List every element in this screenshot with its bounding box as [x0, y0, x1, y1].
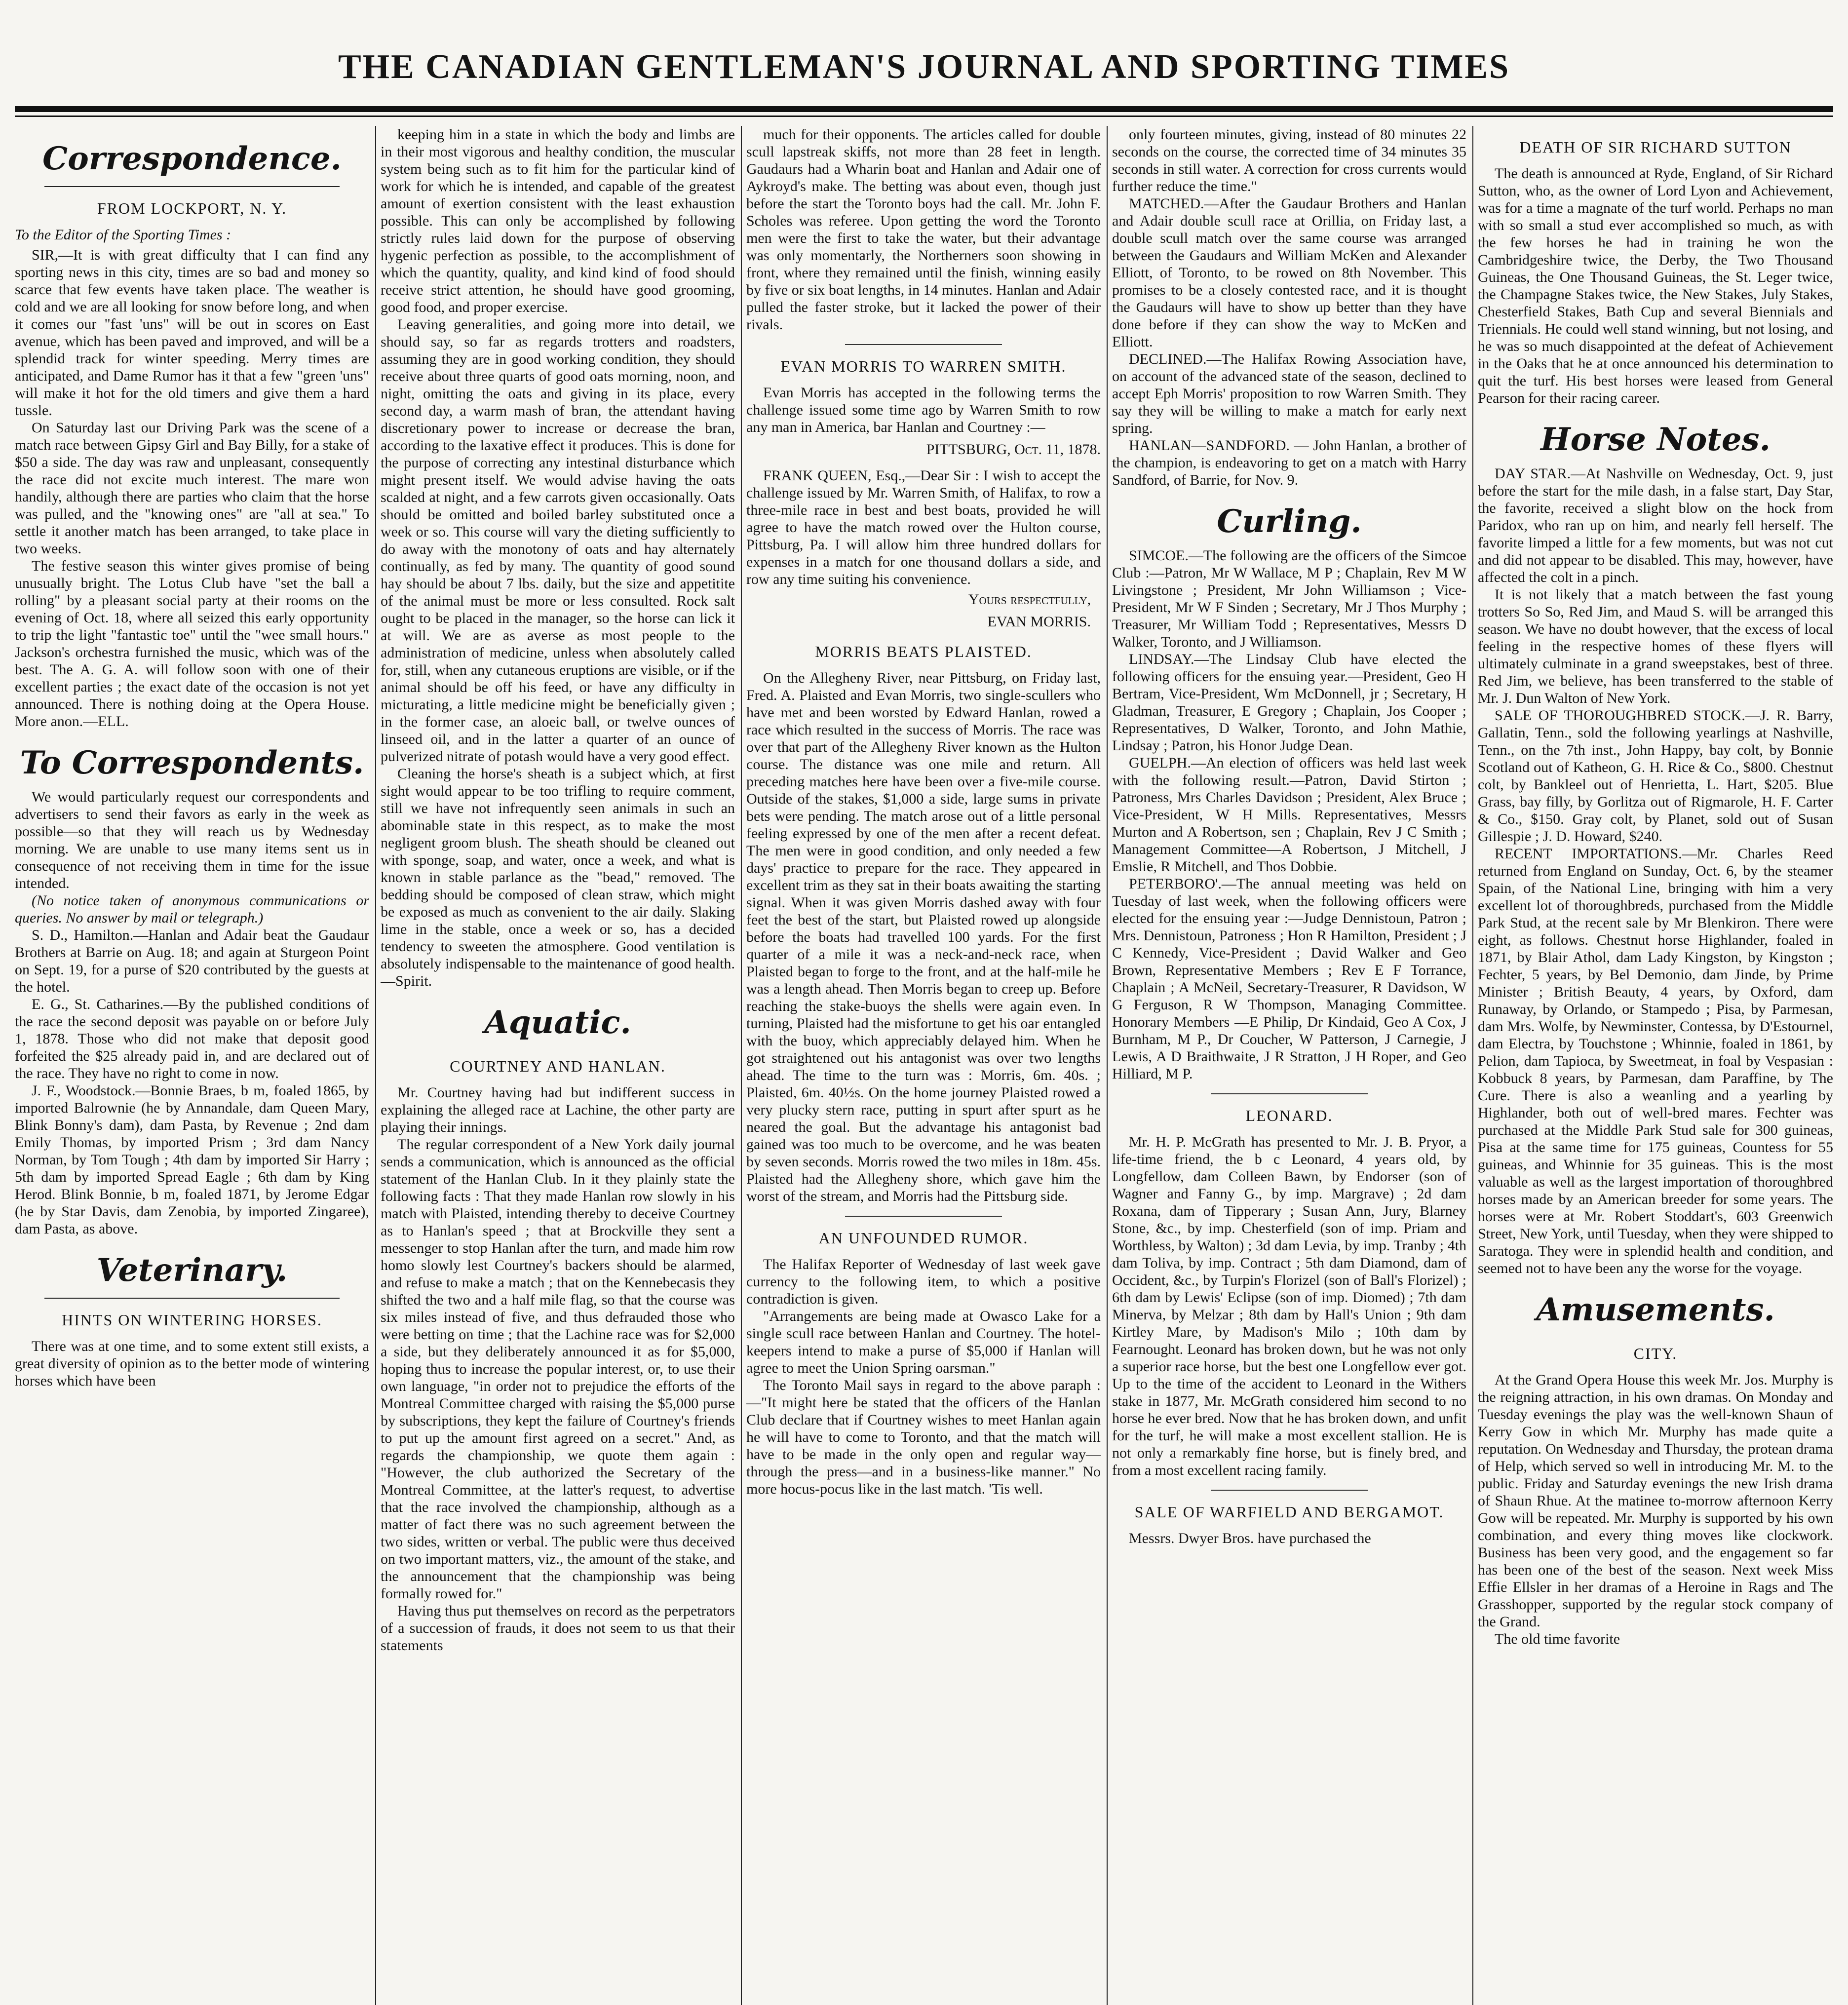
- column-divider: [1472, 126, 1473, 2005]
- paragraph: RECENT IMPORTATIONS.—Mr. Charles Reed returned from England on Sunday, Oct. 6, by the steamer Spain, of the National Line, bringing with him a very excellent lot of thoroughbreds, purchased from the Middle Park Stud, at the recent sale by Mr Blenkiron. There were eight, as follows. Chestnut horse Highlander, foaled in 1871, by Blair Athol, dam Lady Kingston, by Kingston ; Fechter, 5 years, by Bel Demonio, dam Jinde, by Prime Minister ; British Beauty, 4 years, by Oxford, dam Runaway, by Orlando, or Stampedo ; Pisa, by Parmesan, dam Mrs. Wolfe, by Newminster, Contessa, by D'Estournel, dam Electra, by Touchstone ; Whinnie, foaled in 1861, by Pelion, dam Tapioca, by Sweetmeat, in foal by Vespasian : Kobbuck 8 years, by Parmesan, dam Paraffine, by The Cure. There is also a weanling and a yearling by Highlander, both out of well-bred mares. Fechter was purchased at the Middle Park Stud sale for 300 guineas, Pisa at the same time for 175 guineas, Countess for 55 guineas, and Whinnie for 35 guineas. This is the most valuable as well as the largest importation of thoroughbred horses made by an American breeder for some years. The horses were at Mr. Robert Stoddart's, 603 Greenwich Street, New York, until Tuesday, when they were shipped to Saratoga. They were in splendid health and condition, and seemed not to have been any the worse for the voyage.: [1478, 846, 1833, 1276]
- section-heading-curling: Curling.: [1217, 503, 1362, 540]
- paragraph: The Toronto Mail says in regard to the above paraph :—"It might here be stated that the officers of the Hanlan Club declare that if Courtney wishes to meet Hanlan again he will have to come to Toronto, and that the match will have to be made in the only open and regular way—through the press—and in a business-like manner." No more hocus-pocus like in the last match. 'Tis well.: [746, 1377, 1101, 1497]
- paragraph: On the Allegheny River, near Pittsburg, on Friday last, Fred. A. Plaisted and Evan Morris, two single-scullers who have met and been worsted by Edward Hanlan, rowed a race which resulted in the success of Morris. The race was over that part of the Allegheny River known as the Hulton course. The distance was one mile and return. All preceding matches here have been over a five-mile course. Outside of the stakes, $1,000 a side, large sums in private bets were pending. The match arose out of a little personal feeling expressed by one of the men after a recent defeat. The men were in good condition, and only needed a few days' practice to prepare for the race. They appeared in excellent trim as they sat in their boats awaiting the starting signal. When it was given Morris dashed away with four feet the best of the start, but Plaisted rowed up alongside before the boats had travelled 100 yards. For the first quarter of a mile it was a neck-and-neck race, when Plaisted began to forge to the front, and at the half-mile he was a length ahead. Then Morris began to creep up. Before reaching the stake-buoys the shells were again even. In turning, Plaisted had the misfortune to get his oar entangled with the buoy, which appreciably delayed him. When he got straightened out his antagonist was over two lengths ahead. The time to the turn was : Morris, 6m. 40s. ; Plaisted, 6m. 40½s. On the home journey Plaisted rowed a very plucky stern race, putting in spurt after spurt as he neared the goal. But the advantage his antagonist bad gained was too much to be overcome, and he was beaten by seven seconds. Morris rowed the two miles in 18m. 45s. Plaisted had the Allegheny shore, which gave him the worst of the stream, and Morris had the Pittsburg side.: [746, 670, 1101, 1204]
- paragraph: DECLINED.—The Halifax Rowing Association have, on account of the advanced state of the season, declined to accept Eph Morris' proposition to row Warren Smith. They say they will be willing to make a match for early next spring.: [1112, 351, 1466, 436]
- paragraph: GUELPH.—An election of officers was held last week with the following result.—Patron, David Stirton ; Patroness, Mrs Charles Davidson ; President, Alex Bruce ; Vice-President, W H Mills. Representatives, Messrs Murton and A Robertson, sen ; Chaplain, Rev J C Smith ; Management Committee—A Robertson, J Mitchell, J Emslie, R Mitchell, and Thos Dobbie.: [1112, 755, 1466, 875]
- paragraph: SIMCOE.—The following are the officers of the Simcoe Club :—Patron, Mr W Wallace, M P ; Chaplain, Rev M W Livingstone ; President, Mr John Williamson ; Vice-President, Mr W F Sinden ; Secretary, Mr J Thos Murphy ; Treasurer, Mr William Todd ; Representatives, Messrs D Walker, Toronto, and J Williamson.: [1112, 547, 1466, 650]
- paragraph: J. F., Woodstock.—Bonnie Braes, b m, foaled 1865, by imported Balrownie (he by Annandale, dam Queen Mary, Blink Bonny's dam), dam Pasta, by Revenue ; 2nd dam Emily Thomas, by imported Prism ; 3rd dam Nancy Norman, by Tom Tough ; 4th dam by imported Sir Harry ; 5th dam by imported Spread Eagle ; 6th dam by King Herod. Blink Bonnie, b m, foaled 1871, by Jerome Edgar (he by Star Davis, dam Zenobia, by imported Zingaree), dam Pasta, as above.: [15, 1082, 369, 1237]
- column-4: [1112, 126, 1466, 2005]
- column-3: [746, 126, 1101, 2005]
- paragraph: The regular correspondent of a New York daily journal sends a communication, which is announced as the official statement of the Hanlan Club. In it they plainly state the following facts : That they made Hanlan row slowly in his match with Plaisted, intending thereby to deceive Courtney as to Hanlan's speed ; that at Brockville they sent a messenger to stop Hanlan after the turn, and made him row homo slowly lest Courtney's backers should be alarmed, and refuse to make a match ; that on the Kennebecasis they shifted the two and a half mile flag, so that the course was six miles instead of five, and thus defrauded those who were betting on time ; that the Lachine race was for $2,000 a side, but they deliberately announced it as for $5,000, hoping thus to increase the popular interest, or, to use their own language, "in order not to prejudice the efforts of the Montreal Committee charged with raising the $5,000 purse by subscriptions, they kept the failure of Courtney's friends to put up the amount first agreed on a secret." And, as regards the championship, we quote them again : "However, the club authorized the Secretary of the Montreal Committee, at the latter's request, to advertise that the race involved the championship, although as a matter of fact there was no such agreement between the two sides, written or verbal. The public were thus deceived on two important matters, viz., the amount of the stake, and the announcement that the championship was being formally rowed for.": [381, 1136, 735, 1602]
- letter-closing: Yours respectfully,: [968, 591, 1091, 608]
- paragraph: "Arrangements are being made at Owasco Lake for a single scull race between Hanlan and Courtney. The hotel-keepers intend to make a purse of $5,000 if Hanlan will agree to meet the Union Spring oarsman.": [746, 1308, 1101, 1376]
- paragraph: LINDSAY.—The Lindsay Club have elected the following officers for the ensuing year.—President, Geo H Bertram, Vice-President, Wm McDonnell, jr ; Secretary, H Gladman, Treasurer, E Gregory ; Chaplain, Jos Cooper ; Representatives, D Walker, Toronto, and John Mathie, Lindsay ; Patron, his Honor Judge Dean.: [1112, 651, 1466, 754]
- salutation: To the Editor of the Sporting Times :: [15, 227, 231, 243]
- paragraph: At the Grand Opera House this week Mr. Jos. Murphy is the reigning attraction, in his own dramas. On Monday and Tuesday evenings the play was the well-known Shaun of Kerry Gow in which Mr. Murphy has made quite a reputation. On Wednesday and Thursday, the protean drama of Help, which served so well in introducing Mr. M. to the public. Friday and Saturday evenings the new Irish drama of Shaun Rhue. At the matinee to-morrow afternoon Kerry Gow will be repeated. Mr. Murphy is supported by his own combination, and every thing moves like clockwork. Business has been very good, and the engagement so far has been one of the best of the season. Next week Miss Effie Ellsler in her dramas of a Heroine in Rags and The Grasshopper, supported by the regular stock company of the Grand.: [1478, 1372, 1833, 1630]
- dateline: PITTSBURG, Oct. 11, 1878.: [926, 441, 1101, 458]
- paragraph: The old time favorite: [1495, 1631, 1620, 1647]
- article-title: LEONARD.: [1245, 1107, 1333, 1124]
- paragraph: Cleaning the horse's sheath is a subject which, at first sight would appear to be too trifling to require comment, still we have not infrequently seen animals in such an abominable state in this respect, as to make the most negligent groom blush. The sheath should be cleaned out with sponge, soap, and water, once a week, and what is known in stable parlance as the "bead," removed. The bedding should be composed of clean straw, which might be exposed as much as convenient to the air daily. Slaking lime in the stable, once a week or so, has a decided tendency to sweeten the atmosphere. Good ventilation is absolutely indispensable to the maintenance of good health.—Spirit.: [381, 766, 735, 989]
- article-title: CITY.: [1633, 1345, 1678, 1362]
- section-heading-veterinary: Veterinary.: [96, 1252, 288, 1289]
- paragraph: The death is announced at Ryde, England, of Sir Richard Sutton, who, as the owner of Lord Lyon and Achievement, was for a time a magnate of the turf world. Perhaps no man with so small a stud ever accomplished so much, as with the few horses he had in training he won the Cambridgeshire twice, the Derby, the Two Thousand Guineas, the One Thousand Guineas, the St. Leger twice, the Champagne Stakes twice, the New Stakes, July Stakes, Chesterfield Stakes, Bath Cup and several Biennials and Triennials. He could well stand winning, but not losing, and he was so much disappointed at the defeat of Achievement in the Oaks that he at once announced his determination to quit the turf. His best horses were leased from General Pearson for their racing career.: [1478, 165, 1833, 406]
- paragraph: There was at one time, and to some extent still exists, a great diversity of opinion as to the better mode of wintering horses which have been: [15, 1338, 369, 1389]
- article-separator: [845, 1216, 1002, 1217]
- article-title: SALE OF WARFIELD AND BERGAMOT.: [1134, 1503, 1444, 1521]
- column-5: [1478, 126, 1833, 2005]
- article-separator: [1211, 1490, 1368, 1491]
- paragraph: DAY STAR.—At Nashville on Wednesday, Oct. 9, just before the start for the mile dash, in a false start, Day Star, the favorite, received a slight blow on the hock from Paridox, who ran up on him, and nearly fell herself. The favorite limped a little for a few moments, but was not cut and did not appear to be disabled. This may, however, have affected the colt in a pinch.: [1478, 465, 1833, 585]
- paragraph: PETERBORO'.—The annual meeting was held on Tuesday of last week, when the following officers were elected for the ensuing year :—Judge Dennistoun, Patron ; Mrs. Dennistoun, Patroness ; Hon R Hamilton, President ; J C Kennedy, Vice-President ; David Walker and Geo Brown, Representative Members ; Rev E F Torrance, Chaplain ; A McNeil, Secretary-Treasurer, R Davidson, W G Ferguson, R W Thompson, Managing Committee. Honorary Members —E Philip, Dr Kindaid, Geo A Cox, J Burnham, M P., Dr Coucher, W Patterson, J Carnegie, J Lewis, A D Braithwaite, J R Stratton, J H Roper, and Geo Hilliard, M P.: [1112, 876, 1466, 1082]
- paragraph: Leaving generalities, and going more into detail, we should say, so far as regards trotters and roadsters, assuming they are in good working condition, they should receive about three quarts of good oats morning, noon, and night, omitting the oats and giving in its place, every second day, a warm mash of bran, the attendant having discretionary power to increase or decrease the bran, according to the laxative effect it produces. This is done for the purpose of correcting any intestinal disturbance which might present itself. We would advise having the oats scalded at night, and a few carrots given occasionally. Oats should be omitted and boiled barley substituted once a week or so. This course will vary the dieting sufficiently to do away with the monotony of oats and hay alternately continually, as fed by many. The quantity of good sound hay should be about 7 lbs. daily, but the size and appetitite of the animal must be more or less consulted. Rock salt ought to be placed in the manager, so the horse can lick it at will. We are as averse as most people to the administration of medicine, unless when absolutely called for, still, when any cutaneous eruptions are visible, or if the animal should be off his feed, or have any difficulty in micturating, a little medicine might be beneficially given ; in the former case, an aloeic ball, or twelve ounces of linseed oil, and in the latter a quarter of an ounce of pulverized nitrate of potash would have a very good effect.: [381, 316, 735, 765]
- article-title: AN UNFOUNDED RUMOR.: [818, 1229, 1029, 1247]
- article-title: MORRIS BEATS PLAISTED.: [815, 643, 1032, 660]
- paragraph: HANLAN—SANDFORD. — John Hanlan, a brother of the champion, is endeavoring to get on a match with Harry Sandford, of Barrie, for Nov. 9.: [1112, 437, 1466, 488]
- paragraph: MATCHED.—After the Gaudaur Brothers and Hanlan and Adair double scull race at Orillia, on Friday last, a double scull match over the same course was arranged between the Gaudaurs and William McKen and Alexander Elliott, of Toronto, to be rowed on 8th November. This promises to be a closely contested race, and it is thought the Gaudaurs will have to show up better than they have done before if they can show the way to McKen and Elliott.: [1112, 195, 1466, 350]
- article-title: DEATH OF SIR RICHARD SUTTON: [1519, 138, 1792, 156]
- article-title: COURTNEY AND HANLAN.: [450, 1057, 666, 1075]
- paragraph: FRANK QUEEN, Esq.,—Dear Sir : I wish to accept the challenge issued by Mr. Warren Smith, of Halifax, to row a three-mile race in best and best boats, provided he will agree to have the match rowed over the Hulton course, Pittsburg, Pa. I will allow him three hundred dollars for expenses in a match for one thousand dollars a side, and row any time suiting his convenience.: [746, 467, 1101, 587]
- paragraph: E. G., St. Catharines.—By the published conditions of the race the second deposit was payable on or before July 1, 1878. Those who did not make that deposit good forfeited the $25 already paid in, and are declared out of the race. They have no right to come in now.: [15, 996, 369, 1081]
- heading-rule: [44, 1298, 340, 1299]
- article-title: FROM LOCKPORT, N. Y.: [97, 199, 287, 217]
- heading-rule: [44, 186, 340, 187]
- paragraph: We would particularly request our correspondents and advertisers to send their favors as early in the week as possible—so that they will reach us by Wednesday morning. We are unable to use many items sent us in consequence of not receiving them in time for the issue intended.: [15, 789, 369, 891]
- section-heading-horse-notes: Horse Notes.: [1540, 421, 1771, 458]
- article-separator: [845, 344, 1002, 345]
- column-1: [15, 126, 369, 2005]
- notice: (No notice taken of anonymous communications or queries. No answer by mail or telegraph.): [15, 892, 369, 926]
- paragraph: only fourteen minutes, giving, instead of 80 minutes 22 seconds on the course, the corrected time of 34 minutes 35 seconds in still water. A correction for cross currents would further reduce the time.": [1112, 126, 1466, 194]
- paragraph: On Saturday last our Driving Park was the scene of a match race between Gipsy Girl and Bay Billy, for a stake of $50 a side. The day was raw and unpleasant, consequently the race did not excite much interest. The mare won handily, although there are parties who claim that the horse was pulled, and the "knowing ones" are "all at sea." To settle it another match has been arranged, to take place in two weeks.: [15, 420, 369, 557]
- column-divider: [375, 126, 376, 2005]
- letter-signature: EVAN MORRIS.: [987, 614, 1091, 630]
- paragraph: keeping him in a state in which the body and limbs are in their most vigorous and healthy condition, the muscular system being such as to fit him for the particular kind of work for which he is intended, and capable of the greatest amount of exertion consistent with the least exhaustion possible. This can only be accomplished by following strictly rules laid down for the purpose of observing hygenic perfection as possible, to the accomplishment of which the quantity, quality, and kind kind of food should receive strict attention, he should have good grooming, good food, and proper exercise.: [381, 126, 735, 315]
- article-title: EVAN MORRIS TO WARREN SMITH.: [780, 357, 1067, 375]
- paragraph: Having thus put themselves on record as the perpetrators of a succession of frauds, it does not seem to us that their statements: [381, 1603, 735, 1654]
- paragraph: SALE OF THOROUGHBRED STOCK.—J. R. Barry, Gallatin, Tenn., sold the following yearlings at Nashville, Tenn., on the 7th inst., John Happy, bay colt, by Bonnie Scotland out of Katheon, G. H. Rice & Co., $800. Chestnut colt, by Bankleel out of Henrietta, L. Hart, $205. Blue Grass, bay filly, by Gorlitza out of Rigmarole, H. F. Carter & Co., $150. Gray colt, by Planet, sold out of Susan Gillespie ; J. D. Howard, $240.: [1478, 707, 1833, 845]
- paragraph: The Halifax Reporter of Wednesday of last week gave currency to the following item, to which a positive contradiction is given.: [746, 1256, 1101, 1307]
- paragraph: Mr. Courtney having had but indifferent success in explaining the alleged race at Lachine, the other party are playing their innings.: [381, 1084, 735, 1135]
- paragraph: much for their opponents. The articles called for double scull lapstreak skiffs, not more than 28 feet in length. Gaudaurs had a Wharin boat and Hanlan and Adair one of Aykroyd's make. The betting was about even, though just before the start the Toronto boys had the call. Mr. John F. Scholes was referee. Upon getting the word the Toronto men were the first to take the water, but their advantage was only momentarly, the Northerners soon showing in front, where they remained until the finish, winning easily by five or six boat lengths, in 14 minutes. Hanlan and Adair pulled the faster stroke, but it lacked the power of their rivals.: [746, 126, 1101, 333]
- paragraph: Mr. H. P. McGrath has presented to Mr. J. B. Pryor, a life-time friend, the b c Leonard, 4 years old, by Longfellow, dam Colleen Bawn, by Endorser (son of Wagner and Fanny G., by imp. Margrave) ; 2d dam Roxana, dam of Tipperary ; Susan Ann, Jury, Blarney Stone, &c., by imp. Chesterfield (son of imp. Priam and Worthless, by Walton) ; 3d dam Levia, by imp. Tranby ; 4th dam Toliva, by imp. Contract ; 5th dam Diamond, dam of Occident, &c., by Turpin's Florizel (son of Ball's Florizel) ; 6th dam by Lewis' Eclipse (son of imp. Diomed) ; 7th dam Minerva, by Melzar ; 8th dam by Hall's Union ; 9th dam Kirtley Mare, by Madison's Milo ; 10th dam by Fearnought. Leonard has broken down, but he was not only a superior race horse, but the best one Longfellow ever got. Up to the time of the accident to Leonard in the Withers stake in 1877, Mr. McGrath considered him second to no horse he ever bred. Now that he has broken down, and unfit for the turf, he will make a most excellent stallion. He is not only a remarkably fine horse, but is finely bred, and from a most excellent racing family.: [1112, 1134, 1466, 1478]
- paragraph: The festive season this winter gives promise of being unusually bright. The Lotus Club have "set the ball a rolling" by a pleasant social party at their rooms on the evening of Oct. 18, where all seized this early opportunity to trip the light "fantastic toe" until the "wee small hours." Jackson's orchestra furnished the music, which was of the best. The A. G. A. will follow soon with one of their excellent parties ; the exact date of the occasion is not yet announced. There is nothing doing at the Opera House. More anon.—ELL.: [15, 558, 369, 730]
- paragraph: SIR,—It is with great difficulty that I can find any sporting news in this city, times are so bad and money so scarce that few events have taken place. The weather is cold and we are all looking for snow before long, and when it comes our "fast 'uns" will be out in scores on East avenue, which has been paved and improved, and will be a splendid track for winter speeding. Merry times are anticipated, and Dame Rumor has it that a few "green 'uns" will make it hot for the old timers and give them a hard tussle.: [15, 247, 369, 419]
- masthead-rule-thick: [15, 106, 1833, 112]
- section-heading-aquatic: Aquatic.: [484, 1004, 631, 1041]
- section-heading-correspondence: Correspondence.: [42, 140, 342, 177]
- paragraph: Messrs. Dwyer Bros. have purchased the: [1129, 1530, 1371, 1546]
- column-2: [381, 126, 735, 2005]
- article-separator: [1211, 1093, 1368, 1094]
- column-divider: [741, 126, 742, 2005]
- masthead: THE CANADIAN GENTLEMAN'S JOURNAL AND SPORTING TIMES: [338, 48, 1510, 86]
- paragraph: It is not likely that a match between the fast young trotters So So, Red Jim, and Maud S. will be arranged this season. We have no doubt however, that the excess of local feeling in the respective homes of these flyers will ultimately culminate in a grand sweepstakes, best of three. Red Jim, we believe, has been transferred to the stable of Mr. J. Dun Walton of New York.: [1478, 586, 1833, 706]
- section-heading-to-correspondents: To Correspondents.: [20, 744, 364, 781]
- masthead-rule-thin: [15, 116, 1833, 117]
- section-heading-amusements: Amusements.: [1536, 1291, 1775, 1328]
- paragraph: Evan Morris has accepted in the following terms the challenge issued some time ago by Warren Smith to row any man in America, bar Hanlan and Courtney :—: [746, 385, 1101, 435]
- paragraph: S. D., Hamilton.—Hanlan and Adair beat the Gaudaur Brothers at Barrie on Aug. 18; and again at Sturgeon Point on Sept. 19, for a purse of $20 contributed by the guests at the hotel.: [15, 927, 369, 995]
- article-title: HINTS ON WINTERING HORSES.: [62, 1311, 322, 1329]
- column-divider: [1107, 126, 1108, 2005]
